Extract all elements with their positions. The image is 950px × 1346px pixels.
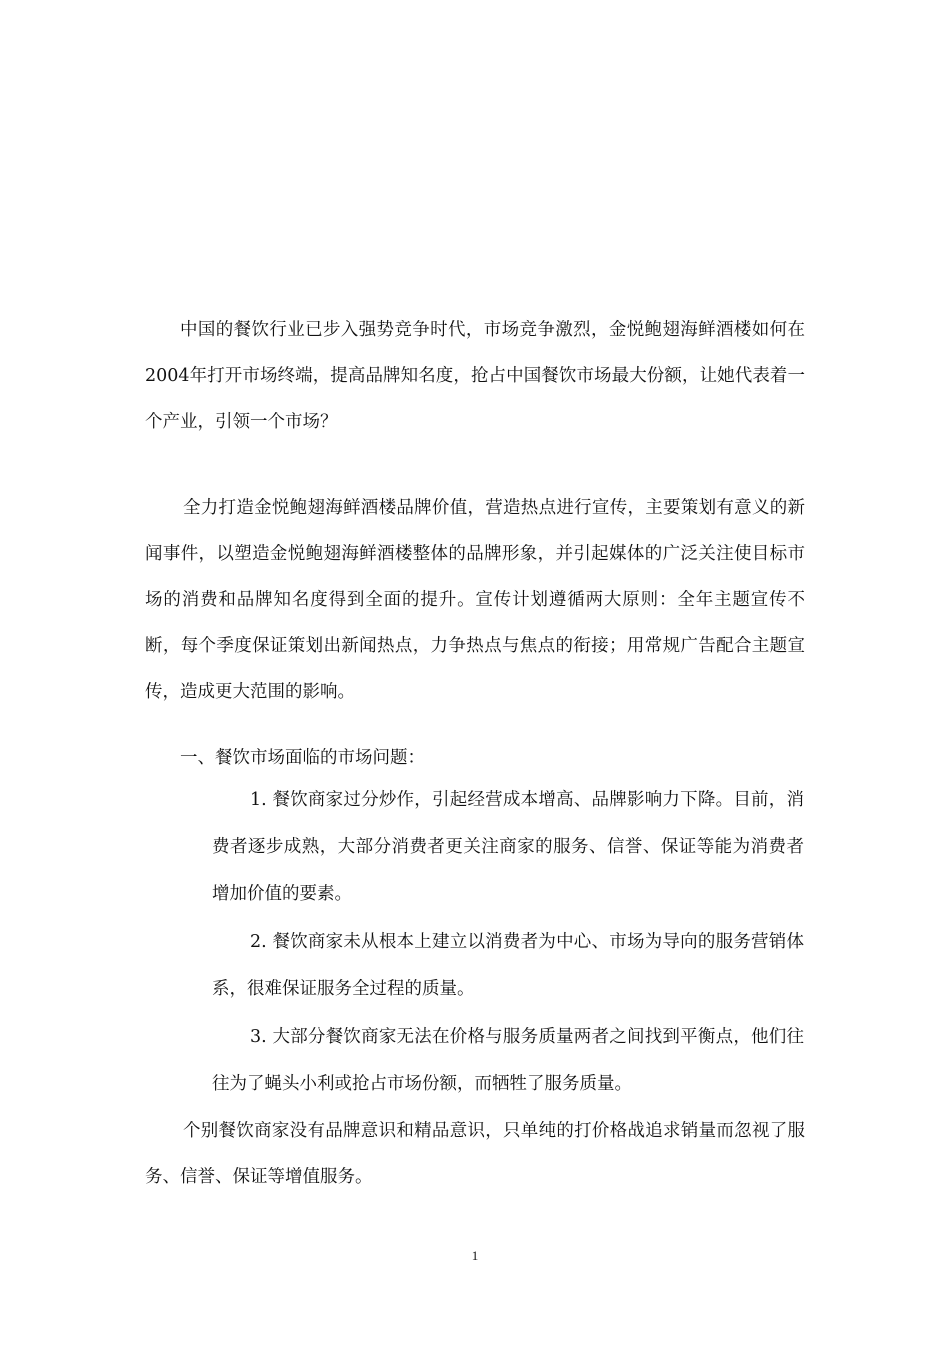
list-item: 2. 餐饮商家未从根本上建立以消费者为中心、市场为导向的服务营销体系，很难保证服务全过程的质量。	[212, 932, 804, 999]
list-item: 1. 餐饮商家过分炒作，引起经营成本增高、品牌影响力下降。目前，消费者逐步成熟，大部分消费者更关注商家的服务、信誉、保证等能为消费者增加价值的要素。	[212, 790, 804, 904]
page-number: 1	[471, 1248, 479, 1263]
section-heading: 一、餐饮市场面临的市场问题：	[180, 748, 425, 768]
strategy-paragraph: 全力打造金悦鲍翅海鲜酒楼品牌价值，营造热点进行宣传，主要策划有意义的新闻事件，以塑造金悦鲍翅海鲜酒楼整体的品牌形象，并引起媒体的广泛关注使目标市场的消费和品牌知名度得到全面的提升。宣传计划遵循两大原则：全年主题宣传不断，每个季度保证策划出新闻热点，力争热点与焦点的衔接；用常规广告配合主题宣传，造成更大范围的影响。	[145, 498, 805, 702]
intro-paragraph: 中国的餐饮行业已步入强势竞争时代，市场竞争激烈，金悦鲍翅海鲜酒楼如何在2004年打开市场终端，提高品牌知名度，抢占中国餐饮市场最大份额，让她代表着一个产业，引领一个市场？	[145, 320, 805, 432]
list-item: 3. 大部分餐饮商家无法在价格与服务质量两者之间找到平衡点，他们往往为了蝇头小利或抢占市场份额，而牺牲了服务质量。	[212, 1027, 804, 1094]
closing-paragraph: 个别餐饮商家没有品牌意识和精品意识，只单纯的打价格战追求销量而忽视了服务、信誉、保证等增值服务。	[145, 1121, 805, 1187]
